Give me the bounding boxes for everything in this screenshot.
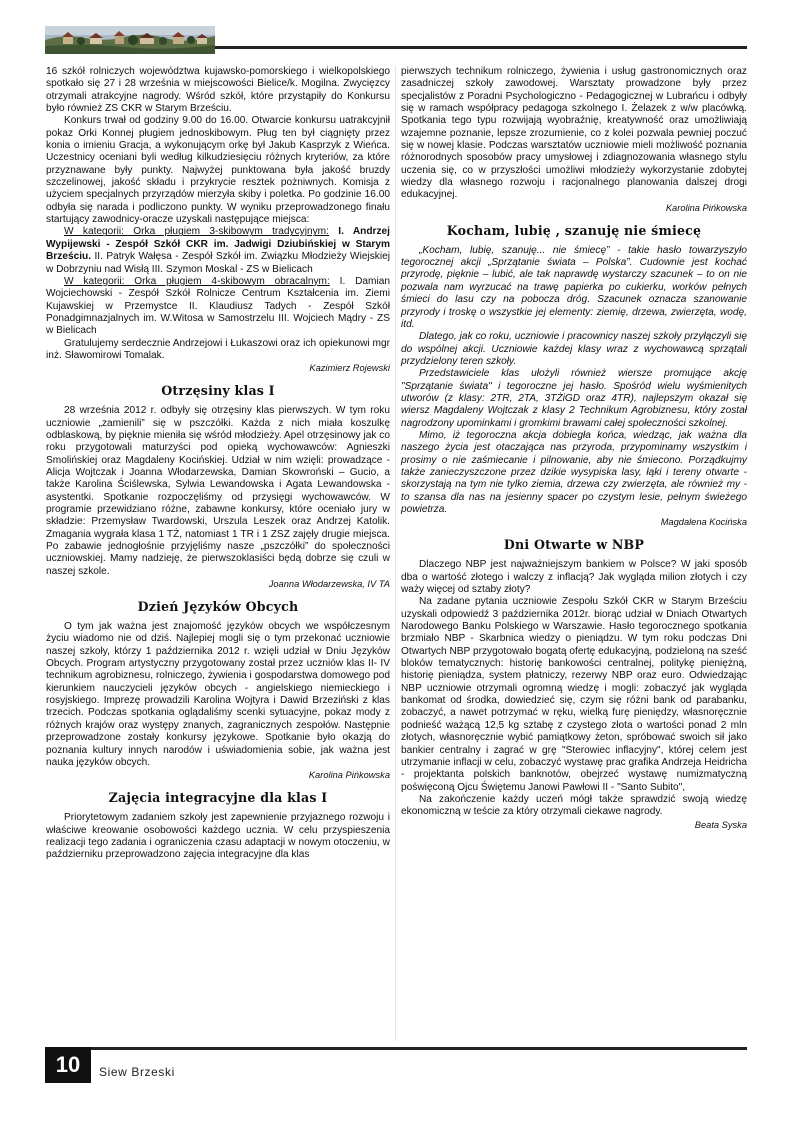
otrzesiny-author: Joanna Włodarzewska, IV TA xyxy=(268,579,390,590)
dzien-jezykow-title: Dzień Języków Obcych xyxy=(137,599,299,615)
kocham-author: Magdalena Kocińska xyxy=(660,517,747,528)
category-1-label: W kategorii: Orka pługiem 3-skibowym tradycyjnym: xyxy=(64,226,329,238)
page-number: 10 xyxy=(45,1047,91,1083)
zajecia-title: Zajęcia integracyjne dla klas I xyxy=(108,790,328,806)
zajecia-paragraph-1: Priorytetowym zadaniem szkoły jest zapewnienie przyjaznego rozwoju i właściwe kreowanie osobowości każdego ucznia. W celu przyspieszenia realizacji tego zadania i ograniczenia czasu adaptacji w nowym otoczeniu, w październiku przeprowadzono zajęcia integracyjne dla klas xyxy=(46,812,390,861)
dzien-jezykow-paragraph-1: O tym jak ważna jest znajomość języków obcych we współczesnym życiu wiadomo nie od dziś. Najlepiej mogli się o tym przekonać uczniowie naszej szkoły, którzy 1 października 2012 r. wzięli udział w Dniu Języków Obcych. Program artystyczny przygotowany został przez uczniów klas II- IV technikum agrobiznesu, rolniczego, żywienia i gospodarstwa domowego pod kierunkiem nauczycieli języków obcych - angielskiego niemieckiego i rosyjskiego. Imprezę prowadzili Karolina Wojtyra i Dawid Brzeziński z klas trzecich. Podczas spotkania oglądaliśmy scenki sytuacyjne, pokaz mody z różnych krajów oraz występy znanych, zagranicznych zespołów. Następnie przeprowadzone zostały konkursy językowe. Spotkanie było okazją do poznania kultury innych narodów i uświadomienia sobie, jak ważna jest nauka języków obcych. xyxy=(46,621,390,768)
kocham-paragraph-4: Mimo, iż tegoroczna akcja dobiegła końca, wiedząc, jak ważna dla naszego życia jest otaczająca nas przyroda, przypominamy wszystkim i prosimy o nie zaśmiecanie i pilnowanie, aby nie śmiecono. Porządkujmy także zanieczyszczone przez dzikie wysypiska lasy, łąki i tereny otwarte - skorzystają na tym nie tylko ziemia, drzewa czy zwierzęta, ale również my - to szansa dla nas na jesienny spacer po czystym lesie, pełnym świeżego powietrza. xyxy=(401,429,747,515)
otrzesiny-paragraph-1: 28 września 2012 r. odbyły się otrzęsiny klas pierwszych. W tym roku uczniowie „zamienili” się w pszczółki. Każda z nich miała koszulkę odblaskową, by pięknie mieniła się wśród młodzieży. Apel otrzęsinowy jak co roku przygotowali maturzyści pod opieką wychowawców: Agnieszki Smolińskiej oraz Magdaleny Kocińskiej. Udział w nim wzięli: prowadzące - Alicja Wojtczak i Joanna Włodarzewska, Damian Skowroński – Gucio, a także Karolina Ściślewska, Sylwia Lewandowska i Agata Lewandowska - asystentki. Spotkanie rozpoczęliśmy od przysięgi wychowawców. W programie przewidziano różne, zabawne konkursy, które oceniało jury w składzie: Przemysław Twardowski, Urszula Leszek oraz Andrzej Katolik. Zmagania wygrała klasa 1 TŻ, natomiast 1 TR i 1 ZSZ zajęły drugie miejsca. Po zabawie jednogłośnie przyjęliśmy nasze „pszczółki” do społeczności uczniowskiej. Mamy nadzieję, że pierwszoklasiści będą dobrze się czuli w naszej szkole. xyxy=(46,405,390,577)
category-2-label: W kategorii: Orka pługiem 4-skibowym obracalnym: xyxy=(64,275,330,287)
nbp-title: Dni Otwarte w NBP xyxy=(503,537,645,553)
header-rule xyxy=(215,46,747,49)
intro-paragraph-5: Gratulujemy serdecznie Andrzejowi i Łukaszowi oraz ich opiekunowi mgr inż. Sławomirowi Tomalak. xyxy=(46,337,390,361)
left-column xyxy=(46,66,390,862)
kocham-paragraph-3: Przedstawiciele klas ułożyli również wiersze promujące akcję "Sprzątanie świata" i tegoroczne jej hasło. Spośród wielu wyśmienitych utworów (z klasy: 2TR, 2TA, 3TŻiGD oraz 4TR), najlepszym okazał się wiersz Magdaleny Wojtczak z klasy 2 Technikum Agrobiznesu, który został nagrodzony upominkami i gromkimi brawami całej społeczności szkolnej. xyxy=(401,368,747,429)
right-column xyxy=(401,66,747,831)
intro-author: Kazimierz Rojewski xyxy=(309,363,390,374)
footer-rule xyxy=(45,1047,747,1050)
zajecia-continued-paragraph: pierwszych technikum rolniczego, żywienia i usług gastronomicznych oraz zasadniczej szkoły zawodowej. Warsztaty prowadzone były przez specjalistów z Poradni Psychologiczno - Pedagogicznej w Lubrańcu i odbyły się w ramach współpracy pedagoga szkolnego I. Żelazek z w/w placówką. Spotkania tego typu rozwijają wyobraźnię, kreatywność oraz umożliwiają wzajemne poznanie, lepsze zrozumienie, co z kolei pozwala pewniej poczuć się w nowej klasie. Podczas warsztatów uczniowie mieli możliwość poznania różnorodnych sposobów pracy umysłowej i zdiagnozowania własnego stylu uczenia się, co w przyszłości umożliwi młodzieży wykorzystanie zdobytej wiedzy dla własnego rozwoju i racjonalnego planowania dalszej drogi edukacyjnej. xyxy=(401,66,747,201)
nbp-author: Beata Syska xyxy=(694,819,747,830)
dzien-jezykow-author: Karolina Pińkowska xyxy=(308,770,390,781)
header-landscape-photo xyxy=(45,26,215,54)
otrzesiny-title: Otrzęsiny klas I xyxy=(161,383,275,399)
category-1-winner: I. Andrzej Wypijewski - Zespół Szkół CKR im. Jadwigi Dziubińskiej w Starym Brześciu. xyxy=(46,226,390,263)
intro-paragraph-1: 16 szkół rolniczych województwa kujawsko-pomorskiego i wielkopolskiego spotkało się 27 i 28 września w miejscowości Bielice/k. Mogilna. Zwycięzcy otrzymali atrakcyjne nagrody. Wśród szkół, które przystąpiły do Konkursu było również ZS CKR w Starym Brześciu. xyxy=(46,66,390,115)
nbp-paragraph-3: Na zakończenie każdy uczeń mógł także sprawdzić swoją wiedzę ekonomiczną w teście za który otrzymali ciekawe nagrody. xyxy=(401,793,747,818)
category-1 xyxy=(46,226,390,275)
kocham-body xyxy=(401,245,747,517)
category-2-results: I. Damian Wojciechowski - Zespół Szkół Rolnicze Centrum Kształcenia im. Ziemi Kujawskiej w Przemystce II. Klaudiusz Tadych - Zespół Szkół Ponadgimnazjalnych im. W.Witosa w Samostrzelu III. Wojciech Mądry - ZS w Bielicach xyxy=(46,275,391,337)
kocham-paragraph-1: „Kocham, lubię, szanuję... nie śmiecę” - takie hasło towarzyszyło tegorocznej akcji „Sprzątanie świata – Polska”. Cudownie jest kochać przyrodę, pięknie – lubić, ale tak naprawdę wystarczy szacunek – to on nie pozwala nam wyrzucać na trawę papierka po cukierku, worków pełnych śmieci do lasu czy na pobocza dróg. Szacunek oznacza szanowanie przyrody i troskę o wszystkie jej elementy: ziemię, drzewa, zwierzęta, wodę, itd. xyxy=(401,244,747,330)
column-divider xyxy=(395,66,396,1041)
kocham-title: Kocham, lubię , szanuję nie śmiecę xyxy=(446,222,702,238)
category-2 xyxy=(46,276,390,338)
nbp-paragraph-2: Na zadane pytania uczniowie Zespołu Szkół CKR w Starym Brześciu uzyskali odpowiedź 3 października 2012r. biorąc udział w Dniach Otwartych Narodowego Banku Polskiego w Warszawie. Hasło tegorocznego spotkania brzmiało NBP - Skarbnica wiedzy o pieniądzu. W tym roku podczas Dni Otwartych NBP przygotowało bogatą ofertę edukacyjną, podzieloną na sześć bloków tematycznych: historię bankowości centralnej, politykę pieniężną, historię pieniądza, system płatniczy, rezerwy NBP oraz euro. Odwiedzając NBP uczniowie otrzymali ogromną wiedzę i mogli: zobaczyć jak wygląda bankomat od środka, dowiedzieć się, czym się różni bank od parabanku, zobaczyć, a nawet potrzymać w ręku, wielką furę pieniędzy, własnoręcznie podnieść ważącą 12,5 kg sztabę z czystego złota o wartości ponad 2 mln złotych, własnoręcznie wybić pamiątkowy żeton, spróbować swoich sił jako bankier centralny i zagrać w grę "Sterowiec inflacyjny", której celem jest utrzymanie inflacji w celu, zobaczyć wystawę prac grafika Andrzeja Heidricha - projektanta polskich banknotów, obejrzeć wystawę numizmatyczną poświęconą Ojcu Świętemu Janowi Pawłowi II - "Santo Subito", xyxy=(401,596,747,793)
nbp-paragraph-1: Dlaczego NBP jest najważniejszym bankiem w Polsce? W jaki sposób dba o wartość złotego i walczy z inflacją? Jak wygląda milion złotych i czy waży więcej od sztaby złoty? xyxy=(401,559,747,596)
intro-paragraph-2: Konkurs trwał od godziny 9.00 do 16.00. Otwarcie konkursu uatrakcyjnił pokaz Orki Konnej pługiem jednoskibowym. Pług ten był ciągnięty przez konia o imieniu Gracja, a wykonującym orkę był Jakub Kasprzyk z Wieńca. Uczestnicy oceniani byli według kilkudziesięciu różnych kryteriów, za które przyznawane były punkty. Najwyżej punktowana była jakość bruzdy szczelinowej, jakość składu i przykrycie resztek pożniwnych. Komisja z użyciem specjalnych przyrządów mierzyła skiby i poletka. Po godzinie 16.00 odbyła się narada i podliczono punkty. W wyniku przeprowadzonego finału startujący zawodnicy-oracze uzyskali następujące miejsca: xyxy=(46,115,390,226)
publication-name: Siew Brzeski xyxy=(99,1065,175,1079)
category-1-others: II. Patryk Wałęsa - Zespół Szkół im. Związku Młodzieży Wiejskiej w Dobrzyniu nad Wisłą III. Szymon Moskal - ZS w Bielicach xyxy=(46,251,390,275)
kocham-paragraph-2: Dlatego, jak co roku, uczniowie i pracownicy naszej szkoły przyłączyli się do wspólnej akcji. Uczniowie każdej klasy wraz z wychowawcą sprzątali przydzielony teren szkoły. xyxy=(401,331,747,367)
zajecia-author: Karolina Pińkowska xyxy=(665,202,747,213)
village-landscape-image xyxy=(45,26,215,54)
